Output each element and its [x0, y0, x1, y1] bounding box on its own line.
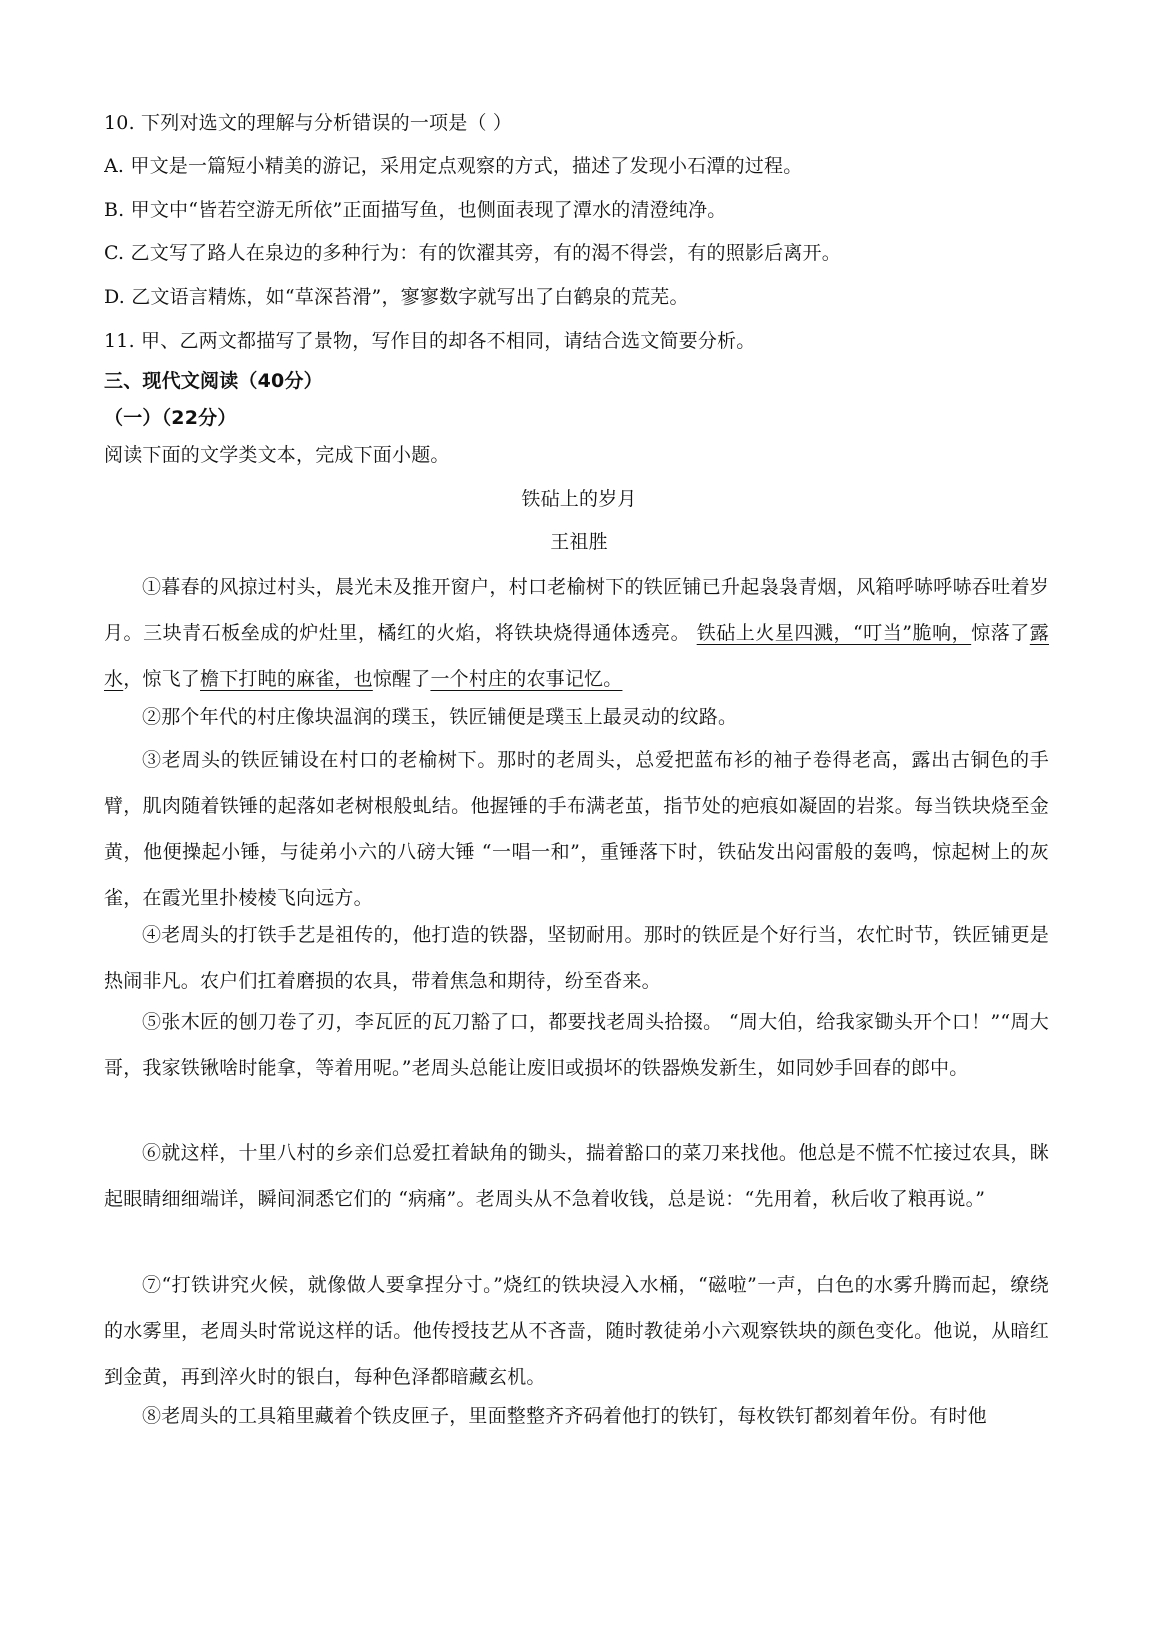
article-paragraph-6: ⑥就这样，十里八村的乡亲们总爱扛着缺角的锄头，揣着豁口的菜刀来找他。他总是不慌不忙接过农具，眯起眼睛细细端详，瞬间洞悉它们的 “病痛”。老周头从不急着收钱，总是说：“先用着，秋后收了粮再说。” [104, 1142, 1049, 1210]
article-paragraph-8: ⑧老周头的工具箱里藏着个铁皮匣子，里面整整齐齐码着他打的铁钉，每枚铁钉都刻着年份。有时他 [142, 1405, 987, 1427]
article-paragraph-1 [104, 564, 1049, 702]
section-subheading: （一）（22分） [104, 407, 237, 429]
reading-instruction: 阅读下面的文学类文本，完成下面小题。 [104, 444, 450, 466]
paragraph-1-text: ①暮春的风掠过村头，晨光未及推开窗户，村口老榆树下的铁匠铺已升起袅袅青烟，风箱呼哧呼哧吞吐着岁月。三块青石板垒成的炉灶里，橘红的火焰，将铁块烧得通体透亮。 [104, 576, 1049, 644]
article-paragraph-5: ⑤张木匠的刨刀卷了刃，李瓦匠的瓦刀豁了口，都要找老周头拾掇。 “周大伯，给我家锄头开个口！”“周大哥，我家铁锹啥时能拿，等着用呢。”老周头总能让废旧或损坏的铁器焕发新生，如同妙手回春的郎中。 [104, 1011, 1049, 1079]
paragraph-1-text: ，惊飞了 [123, 668, 201, 690]
underlined-phrase-sparks: 铁砧上火星四溅，“叮当”脆响， [696, 622, 972, 644]
question-10-option-c: C. 乙文写了路人在泉边的多种行为：有的饮濯其旁，有的渴不得尝，有的照影后离开。 [104, 242, 841, 264]
article-paragraph-7: ⑦“打铁讲究火候，就像做人要拿捏分寸。”烧红的铁块浸入水桶，“磁啦”一声，白色的水雾升腾而起，缭绕的水雾里，老周头时常说这样的话。他传授技艺从不吝啬，随时教徒弟小六观察铁块的颜色变化。他说，从暗红到金黄，再到淬火时的银白，每种色泽都暗藏玄机。 [104, 1274, 1049, 1388]
section-heading: 三、现代文阅读（40分） [104, 370, 323, 392]
article-paragraph-2: ②那个年代的村庄像块温润的璞玉，铁匠铺便是璞玉上最灵动的纹路。 [142, 706, 738, 728]
paragraph-1-text: 惊醒了 [372, 668, 431, 690]
article-paragraph-3: ③老周头的铁匠铺设在村口的老榆树下。那时的老周头，总爱把蓝布衫的袖子卷得老高，露出古铜色的手臂，肌肉随着铁锤的起落如老树根般虬结。他握锤的手布满老茧，指节处的疤痕如凝固的岩浆。每当铁块烧至金黄，他便操起小锤，与徒弟小六的八磅大锤 “一唱一和”，重锤落下时，铁砧发出闷雷般的轰鸣，惊起树上的灰雀，在霞光里扑棱棱飞向远方。 [104, 749, 1049, 909]
underlined-phrase-sparrows: 檐下打盹的麻雀，也 [200, 668, 373, 690]
question-11: 11. 甲、乙两文都描写了景物，写作目的却各不相同，请结合选文简要分析。 [104, 330, 756, 352]
question-10-option-d: D. 乙文语言精炼，如“草深苔滑”，寥寥数字就写出了白鹤泉的荒芜。 [104, 286, 689, 308]
paragraph-1-text: 惊落了 [971, 622, 1030, 644]
question-10-stem: 10. 下列对选文的理解与分析错误的一项是（ ） [104, 112, 513, 134]
question-10-option-b: B. 甲文中“皆若空游无所依”正面描写鱼，也侧面表现了潭水的清澄纯净。 [104, 199, 727, 221]
article-title: 铁砧上的岁月 [521, 488, 637, 510]
question-10-option-a: A. 甲文是一篇短小精美的游记，采用定点观察的方式，描述了发现小石潭的过程。 [104, 155, 803, 177]
underlined-phrase-dew: 露水 [104, 622, 1049, 690]
article-paragraph-4: ④老周头的打铁手艺是祖传的，他打造的铁器，坚韧耐用。那时的铁匠是个好行当，农忙时节，铁匠铺更是热闹非凡。农户们扛着磨损的农具，带着焦急和期待，纷至沓来。 [104, 924, 1049, 992]
article-author: 王祖胜 [550, 531, 608, 553]
underlined-phrase-memory: 一个村庄的农事记忆。 [430, 668, 623, 690]
